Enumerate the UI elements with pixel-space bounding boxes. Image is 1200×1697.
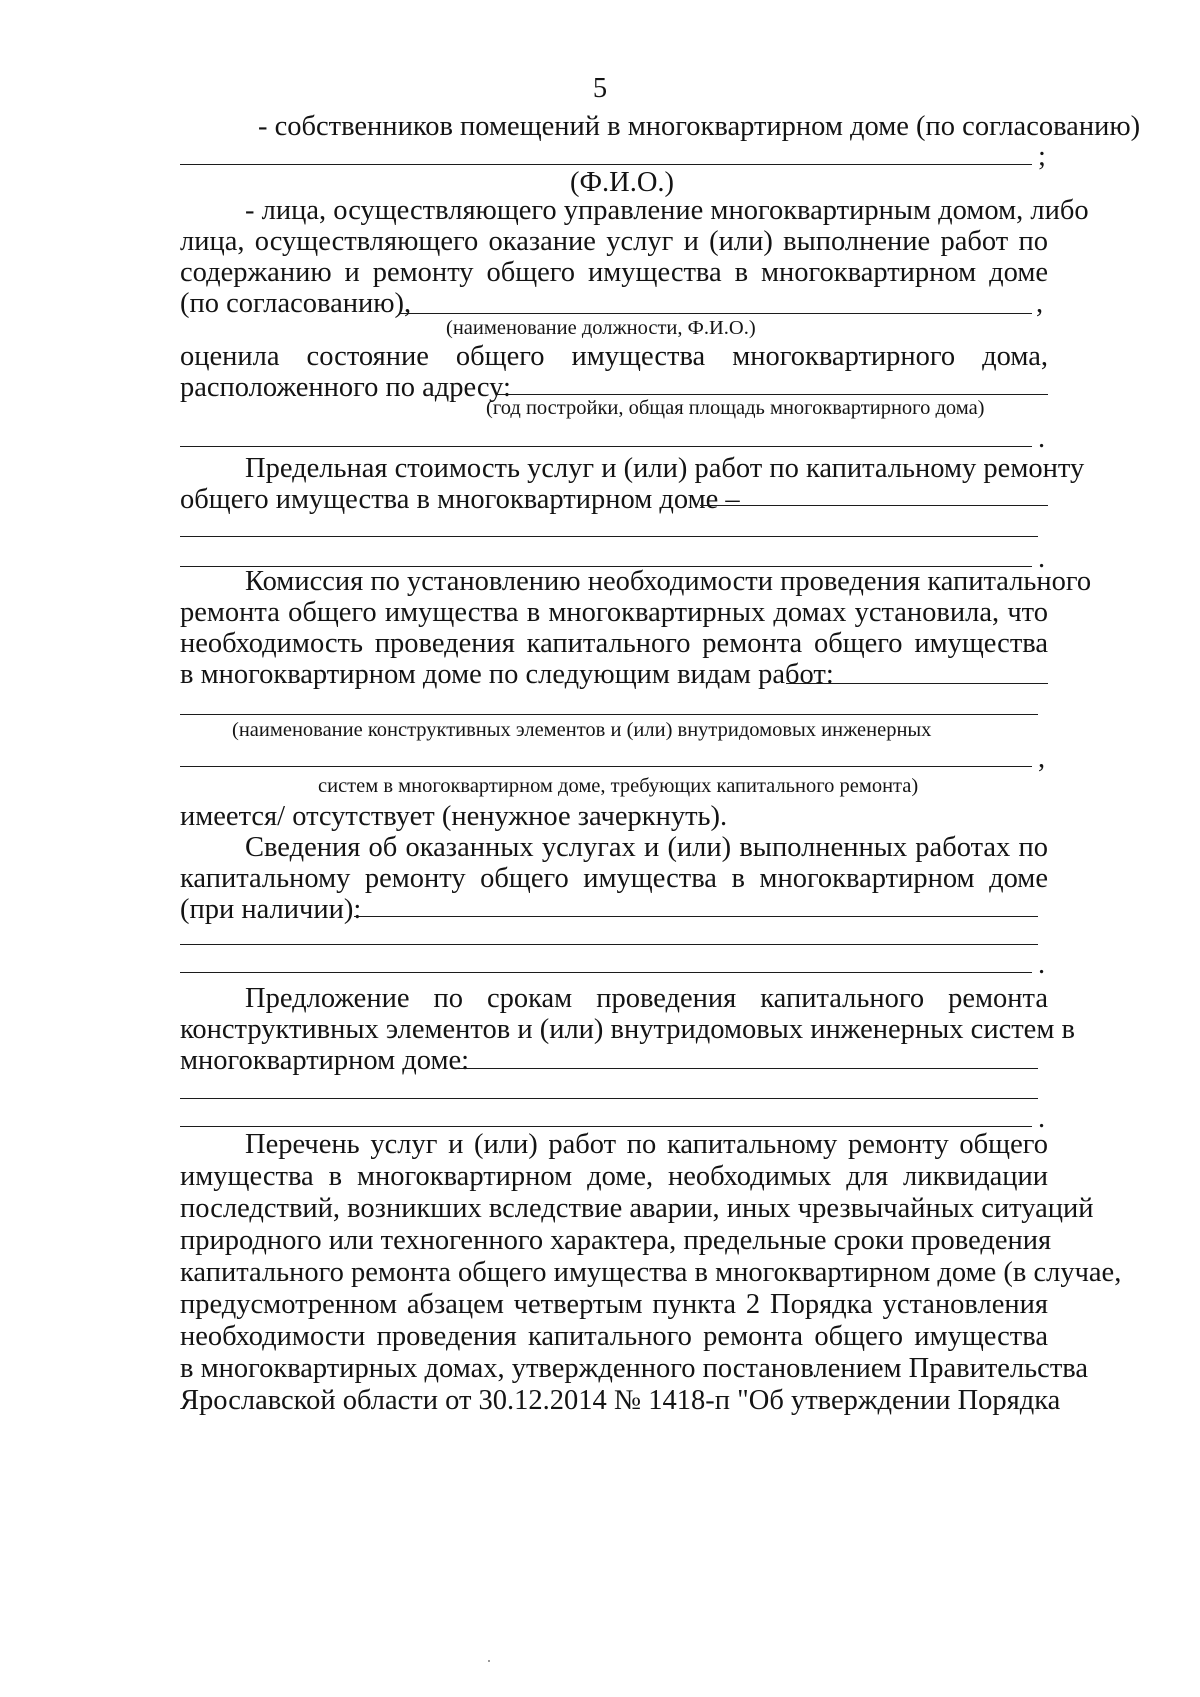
emergency-line-7: необходимости проведения капитального ремонта общего имущества bbox=[180, 1321, 1048, 1352]
commission-line-2: ремонта общего имущества в многоквартирных домах установила, что bbox=[180, 597, 1048, 628]
assessment-line-2: расположенного по адресу: bbox=[180, 372, 511, 403]
page-number: 5 bbox=[592, 73, 608, 104]
line-end-period: . bbox=[1038, 423, 1046, 454]
works-blank-line-2 bbox=[180, 714, 1038, 715]
elements-caption-1: (наименование конструктивных элементов и (или) внутридомовых инженерных bbox=[232, 719, 932, 741]
elements-caption-2: систем в многоквартирном доме, требующих капитального ремонта) bbox=[318, 775, 919, 797]
position-caption: (наименование должности, Ф.И.О.) bbox=[446, 317, 756, 339]
emergency-line-5: капитального ремонта общего имущества в многоквартирном доме (в случае, bbox=[180, 1257, 1122, 1288]
services-line-1: Сведения об оказанных услугах и (или) выполненных работах по bbox=[245, 832, 1048, 863]
services-line-3: (при наличии): bbox=[180, 894, 362, 925]
proposal-blank-line-3 bbox=[180, 1126, 1032, 1127]
cost-line-2: общего имущества в многоквартирном доме – bbox=[180, 484, 740, 515]
owners-line: - собственников помещений в многоквартирном доме (по согласованию) bbox=[258, 111, 1141, 142]
line-end-semicolon: ; bbox=[1038, 141, 1046, 172]
fio-caption: (Ф.И.О.) bbox=[570, 167, 675, 198]
cost-blank-line-1 bbox=[700, 505, 1048, 506]
manager-line-3: содержанию и ремонту общего имущества в многоквартирном доме bbox=[180, 257, 1048, 288]
proposal-line-3: многоквартирном доме: bbox=[180, 1045, 470, 1076]
proposal-blank-line-1 bbox=[456, 1068, 1038, 1069]
present-absent-line: имеется/ отсутствует (ненужное зачеркнуть). bbox=[180, 801, 728, 832]
services-blank-line-3 bbox=[180, 972, 1032, 973]
line-end-period: . bbox=[1038, 949, 1046, 980]
emergency-line-4: природного или техногенного характера, предельные сроки проведения bbox=[180, 1225, 1052, 1256]
emergency-line-6: предусмотренном абзацем четвертым пункта 2 Порядка установления bbox=[180, 1289, 1048, 1320]
commission-line-1: Комиссия по установлению необходимости проведения капитального bbox=[245, 566, 1092, 597]
emergency-line-2: имущества в многоквартирном доме, необходимых для ликвидации bbox=[180, 1161, 1048, 1192]
cost-line-1: Предельная стоимость услуг и (или) работ по капитальному ремонту bbox=[245, 453, 1085, 484]
manager-line-2: лица, осуществляющего оказание услуг и (или) выполнение работ по bbox=[180, 226, 1048, 257]
line-end-comma: , bbox=[1038, 743, 1046, 774]
emergency-line-9: Ярославской области от 30.12.2014 № 1418-п "Об утверждении Порядка bbox=[180, 1385, 1061, 1416]
line-end-period: . bbox=[1038, 1103, 1046, 1134]
proposal-line-1: Предложение по срокам проведения капитального ремонта bbox=[245, 983, 1048, 1014]
emergency-line-1: Перечень услуг и (или) работ по капитальному ремонту общего bbox=[245, 1129, 1048, 1160]
emergency-line-3: последствий, возникших вследствие аварии, иных чрезвычайных ситуаций bbox=[180, 1193, 1094, 1224]
line-end-period: . bbox=[1038, 543, 1046, 574]
year-area-caption: (год постройки, общая площадь многоквартирного дома) bbox=[486, 397, 985, 419]
commission-line-4: в многоквартирном доме по следующим видам работ: bbox=[180, 659, 834, 690]
proposal-blank-line-2 bbox=[180, 1098, 1038, 1099]
address-blank-line-2 bbox=[180, 446, 1032, 447]
manager-line-4: (по согласованию), bbox=[180, 288, 412, 319]
services-line-2: капитальному ремонту общего имущества в многоквартирном доме bbox=[180, 863, 1048, 894]
commission-line-3: необходимость проведения капитального ремонта общего имущества bbox=[180, 628, 1048, 659]
address-blank-line bbox=[496, 394, 1048, 395]
line-end-comma: , bbox=[1036, 288, 1044, 319]
works-blank-line-3 bbox=[180, 766, 1032, 767]
emergency-line-8: в многоквартирных домах, утвержденного постановлением Правительства bbox=[180, 1353, 1089, 1384]
scan-speck bbox=[488, 1660, 490, 1662]
position-blank-line bbox=[400, 313, 1032, 314]
proposal-line-2: конструктивных элементов и (или) внутридомовых инженерных систем в bbox=[180, 1014, 1075, 1045]
works-blank-line-1 bbox=[786, 683, 1048, 684]
fio-blank-line bbox=[180, 164, 1032, 165]
assessment-line-1: оценила состояние общего имущества многоквартирного дома, bbox=[180, 341, 1048, 372]
cost-blank-line-2 bbox=[180, 536, 1038, 537]
services-blank-line-2 bbox=[180, 944, 1038, 945]
services-blank-line-1 bbox=[354, 916, 1038, 917]
manager-line-1: - лица, осуществляющего управление многоквартирным домом, либо bbox=[245, 195, 1089, 226]
